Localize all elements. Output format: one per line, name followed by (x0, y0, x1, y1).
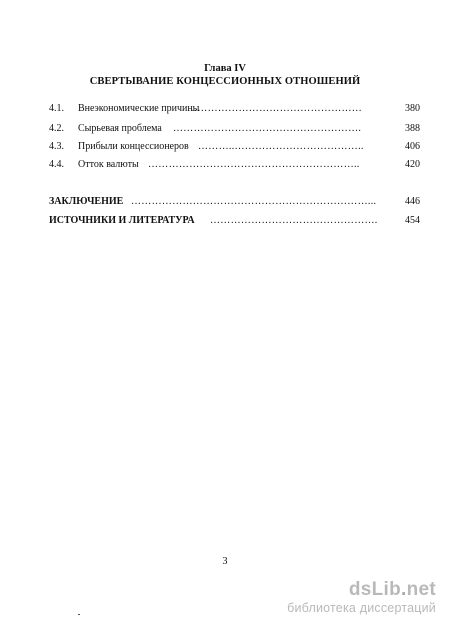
scan-speck (78, 614, 80, 615)
toc-entry-title: Прибыли концессионеров (78, 141, 189, 152)
toc-entry-page: 388 (405, 123, 420, 134)
toc-entry-number: 4.4. (49, 159, 64, 170)
toc-leader-dots: …………………………………………… (187, 103, 363, 114)
toc-entry-title: Внеэкономические причины (78, 103, 200, 114)
toc-entry-number: 4.1. (49, 103, 64, 114)
watermark-subtitle: библиотека диссертаций (287, 601, 436, 615)
toc-entry-4-3 (49, 140, 420, 154)
toc-entry-page: 406 (405, 141, 420, 152)
toc-entry-page: 446 (405, 196, 420, 207)
toc-leader-dots: ………..……………………………….. (198, 141, 364, 152)
page-number: 3 (222, 556, 228, 567)
toc-entry-conclusion (49, 195, 420, 209)
toc-entry-title: ИСТОЧНИКИ И ЛИТЕРАТУРА (49, 215, 195, 226)
chapter-title: СВЕРТЫВАНИЕ КОНЦЕССИОННЫХ ОТНОШЕНИЙ (89, 76, 361, 87)
watermark (256, 580, 436, 616)
toc-leader-dots: …………………………………………. (210, 215, 378, 226)
watermark-logo (256, 580, 436, 600)
toc-entry-page: 380 (405, 103, 420, 114)
toc-entry-number: 4.2. (49, 123, 64, 134)
toc-leader-dots: …………………………………………………….. (148, 159, 360, 170)
watermark-logo-prefix: dsLib (348, 579, 401, 600)
toc-leader-dots: ………………………………………………. (173, 123, 362, 134)
toc-entry-4-1 (49, 102, 420, 116)
watermark-logo-dot: . (401, 579, 407, 600)
watermark-logo-suffix: net (406, 579, 436, 600)
toc-entry-page: 454 (405, 215, 420, 226)
toc-entry-4-2 (49, 122, 420, 136)
toc-entry-4-4 (49, 158, 420, 172)
toc-entry-page: 420 (405, 159, 420, 170)
toc-leader-dots: ……………………………………………………………... (131, 196, 377, 207)
toc-entry-title: ЗАКЛЮЧЕНИЕ (49, 196, 124, 207)
toc-entry-title: Сырьевая проблема (78, 123, 162, 134)
toc-entry-sources (49, 214, 420, 228)
chapter-number: Глава IV (204, 63, 246, 74)
toc-entry-title: Отток валюты (78, 159, 139, 170)
toc-entry-number: 4.3. (49, 141, 64, 152)
